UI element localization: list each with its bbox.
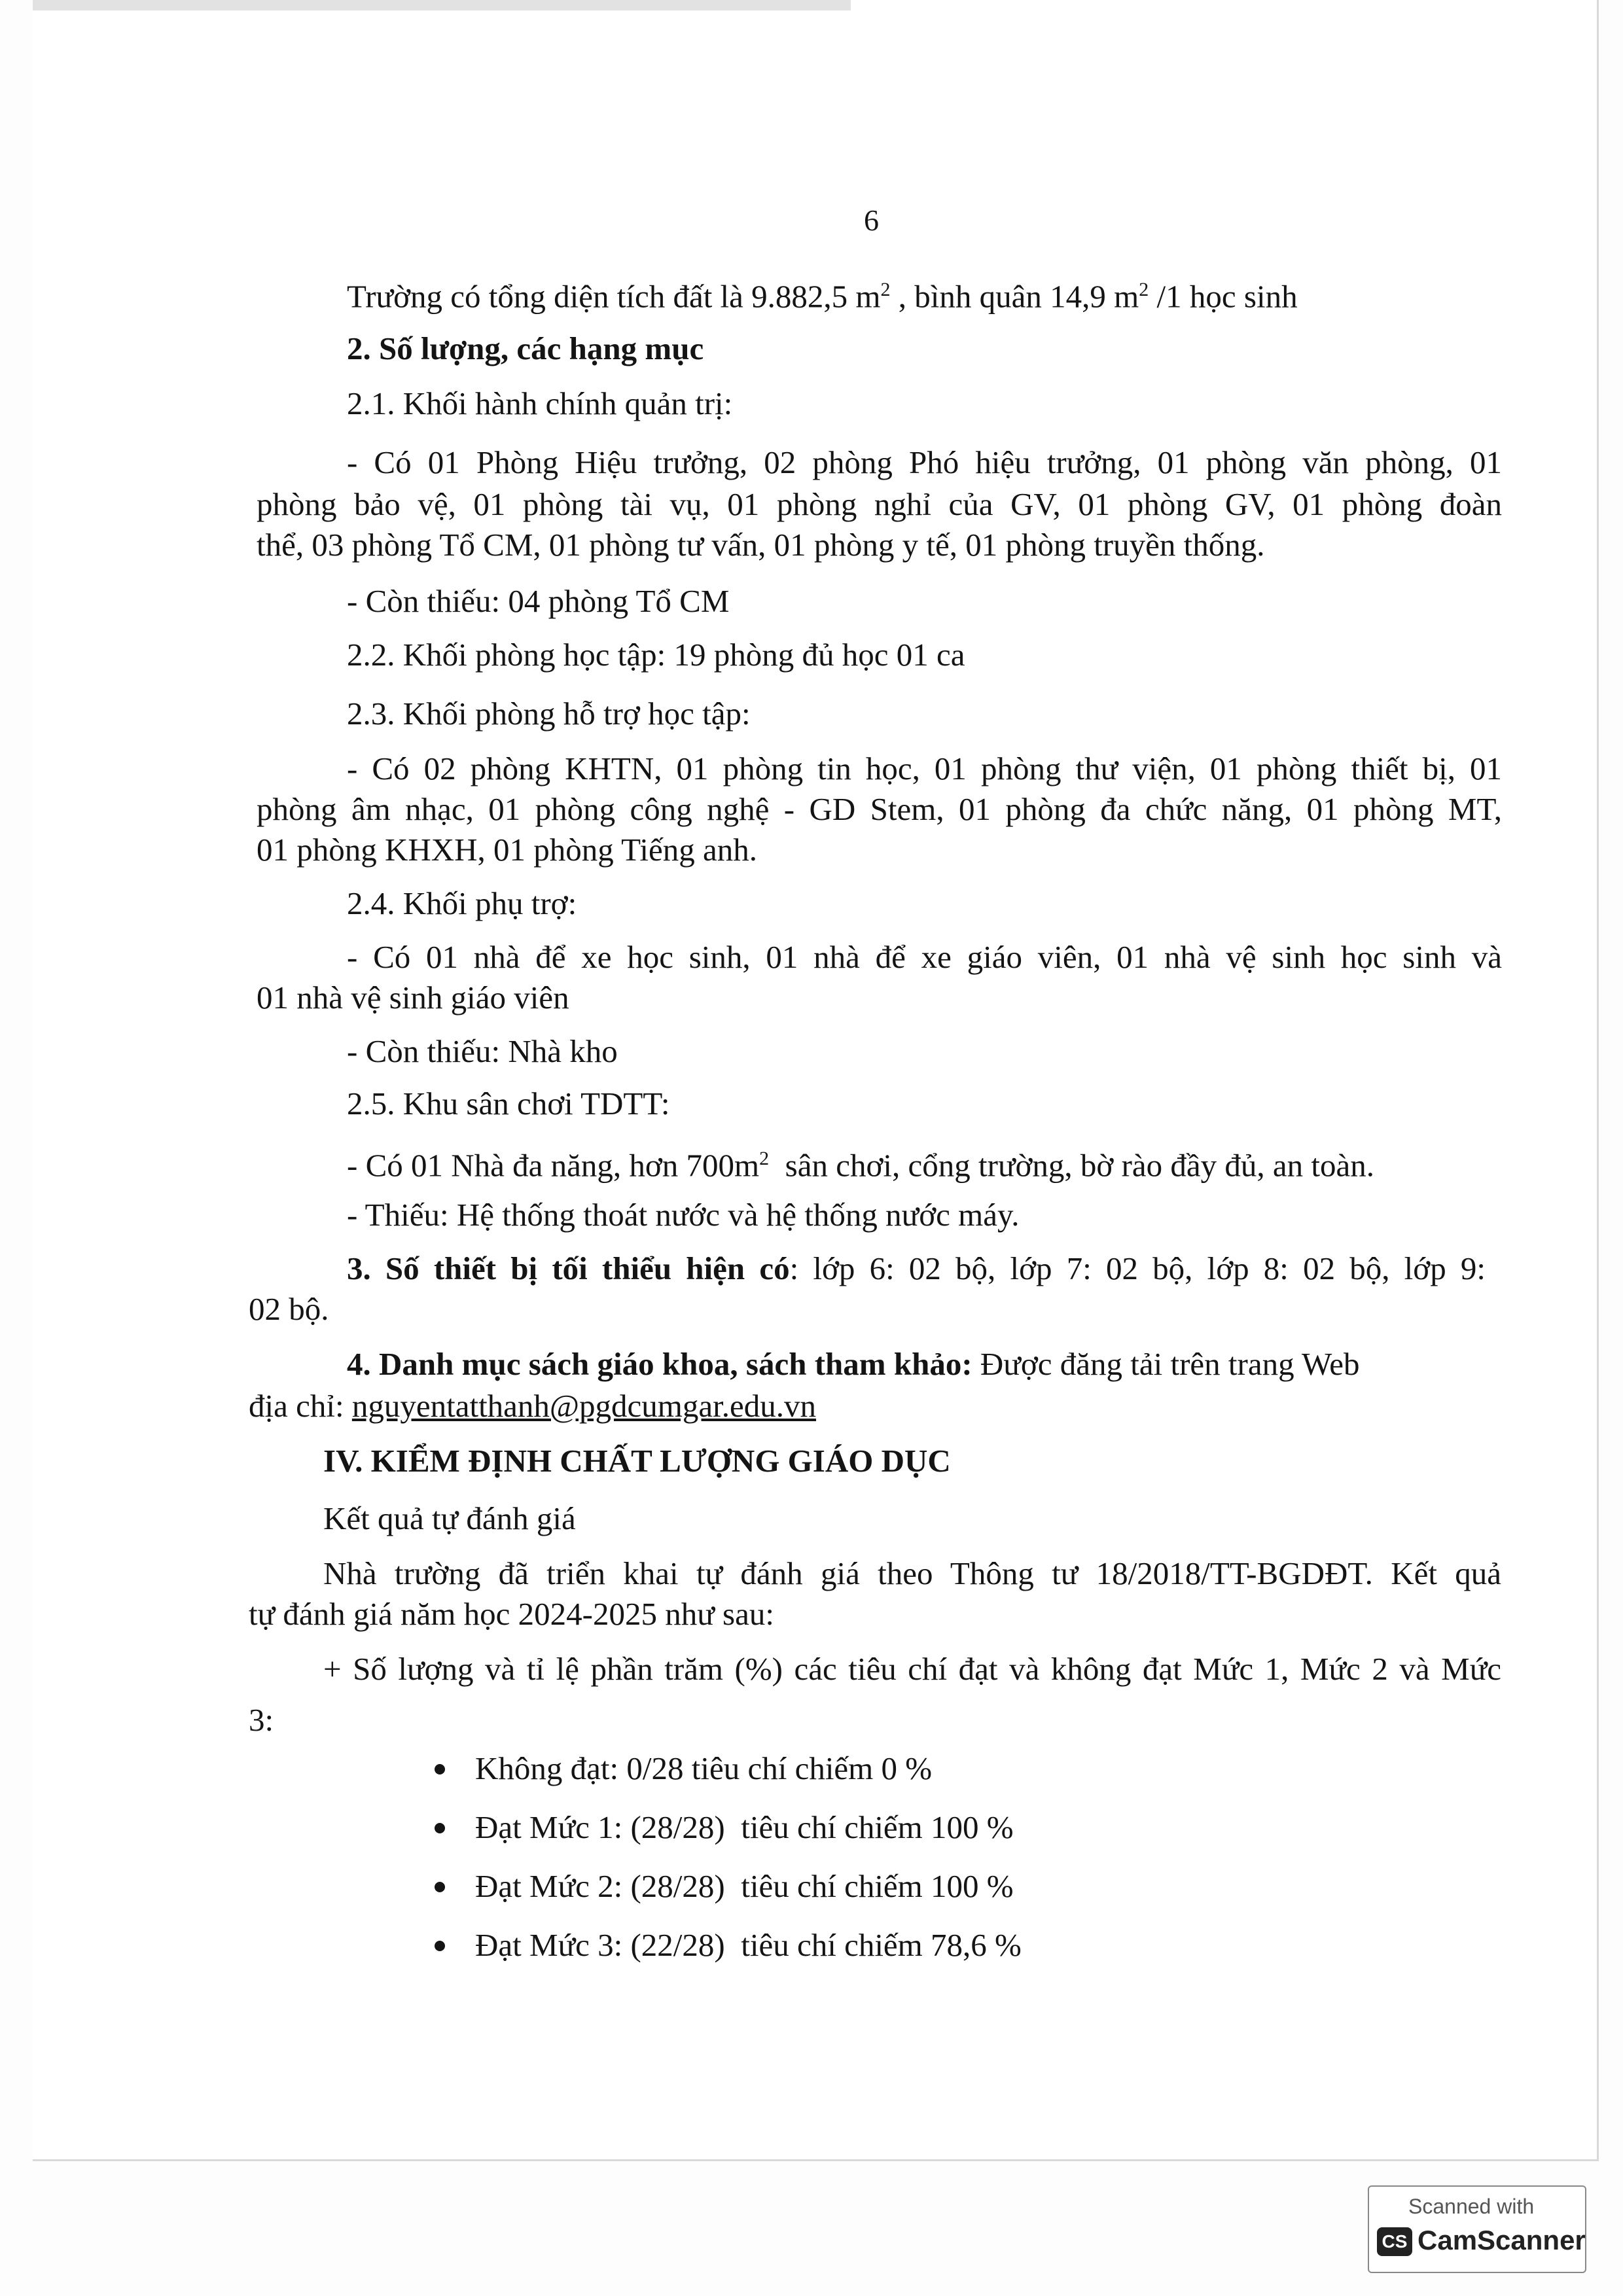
equipment-line: 3. Số thiết bị tối thiểu hiện có: lớp 6: 02 bộ, lớp 7: 02 bộ, lớp 8: 02 bộ, lớp 9: — [347, 1250, 1486, 1286]
result-item: Đạt Mức 2: (28/28) tiêu chí chiếm 100 % — [435, 1866, 1014, 1907]
scan-artifact-strip — [33, 0, 851, 10]
textbook-line: 4. Danh mục sách giáo khoa, sách tham khảo: Được đăng tải trên trang Web — [347, 1346, 1360, 1382]
auxiliary-missing: - Còn thiếu: Nhà kho — [347, 1033, 618, 1069]
bullet-icon — [435, 1823, 445, 1833]
email-link[interactable]: nguyentatthanh@pgdcumgar.edu.vn — [351, 1388, 817, 1424]
result-item: Đạt Mức 3: (22/28) tiêu chí chiếm 78,6 % — [435, 1925, 1022, 1966]
admin-missing: - Còn thiếu: 04 phòng Tổ CM — [347, 583, 730, 619]
classroom-block: 2.2. Khối phòng học tập: 19 phòng đủ học 01 ca — [347, 637, 965, 673]
sports-area-missing: - Thiếu: Hệ thống thoát nước và hệ thống nước máy. — [347, 1197, 1020, 1233]
auxiliary-block-line-1: - Có 01 nhà để xe học sinh, 01 nhà để xe giáo viên, 01 nhà vệ sinh học sinh và — [347, 939, 1502, 975]
support-block-line-1: - Có 02 phòng KHTN, 01 phòng tin học, 01 phòng thư viện, 01 phòng thiết bị, 01 — [347, 751, 1502, 786]
auxiliary-block-line-2: 01 nhà vệ sinh giáo viên — [257, 980, 569, 1016]
section-2-heading: 2. Số lượng, các hạng mục — [347, 330, 704, 366]
sports-area-has: - Có 01 Nhà đa năng, hơn $700m^2$ sân chơi, cổng trường, bờ rào đầy đủ, an toàn. — [347, 1147, 1374, 1184]
camscanner-watermark — [1368, 2185, 1586, 2273]
result-item: Không đạt: 0/28 tiêu chí chiếm 0 % — [435, 1748, 932, 1789]
section-iv-heading: IV. KIỂM ĐỊNH CHẤT LƯỢNG GIÁO DỤC — [323, 1443, 951, 1479]
page-number: 6 — [864, 203, 879, 237]
sports-area-title: 2.5. Khu sân chơi TDTT: — [347, 1086, 670, 1122]
camscanner-logo-icon: CS — [1377, 2227, 1412, 2256]
bullet-icon — [435, 1941, 445, 1951]
support-block-title: 2.3. Khối phòng hỗ trợ học tập: — [347, 696, 751, 732]
admin-block-line-2: phòng bảo vệ, 01 phòng tài vụ, 01 phòng nghỉ của GV, 01 phòng GV, 01 phòng đoàn — [257, 486, 1502, 522]
criteria-intro-cont: 3: — [249, 1702, 274, 1738]
support-block-line-2: phòng âm nhạc, 01 phòng công nghệ - GD Stem, 01 phòng đa chức năng, 01 phòng MT, — [257, 791, 1502, 827]
criteria-intro-line: + Số lượng và tỉ lệ phần trăm (%) các tiêu chí đạt và không đạt Mức 1, Mức 2 và Mức — [323, 1651, 1501, 1687]
auxiliary-block-title: 2.4. Khối phụ trợ: — [347, 885, 577, 921]
support-block-line-3: 01 phòng KHXH, 01 phòng Tiếng anh. — [257, 832, 757, 868]
camscanner-label: CamScanner — [1418, 2225, 1586, 2255]
admin-block-line-1: - Có 01 Phòng Hiệu trưởng, 02 phòng Phó hiệu trưởng, 01 phòng văn phòng, 01 — [347, 444, 1502, 480]
bullet-icon — [435, 1882, 445, 1892]
land-area-line: Trường có tổng diện tích đất là 9.882,5 $m^2$ , bình quân 14,9 $m^2$ /1 học sinh — [347, 278, 1298, 315]
scanned-with-label: Scanned with — [1408, 2195, 1535, 2218]
result-item: Đạt Mức 1: (28/28) tiêu chí chiếm 100 % — [435, 1807, 1014, 1848]
assessment-para-line-2: tự đánh giá năm học 2024-2025 như sau: — [249, 1596, 774, 1632]
admin-block-line-3: thể, 03 phòng Tổ CM, 01 phòng tư vấn, 01 phòng y tế, 01 phòng truyền thống. — [257, 527, 1265, 563]
website-address-line: địa chỉ: nguyentatthanh@pgdcumgar.edu.vn — [249, 1388, 817, 1424]
equipment-line-cont: 02 bộ. — [249, 1291, 329, 1327]
admin-block-title: 2.1. Khối hành chính quản trị: — [347, 385, 733, 421]
bullet-icon — [435, 1764, 445, 1775]
assessment-para-line-1: Nhà trường đã triển khai tự đánh giá theo Thông tư 18/2018/TT-BGDĐT. Kết quả — [323, 1555, 1501, 1591]
self-assessment-subheading: Kết quả tự đánh giá — [323, 1500, 576, 1536]
